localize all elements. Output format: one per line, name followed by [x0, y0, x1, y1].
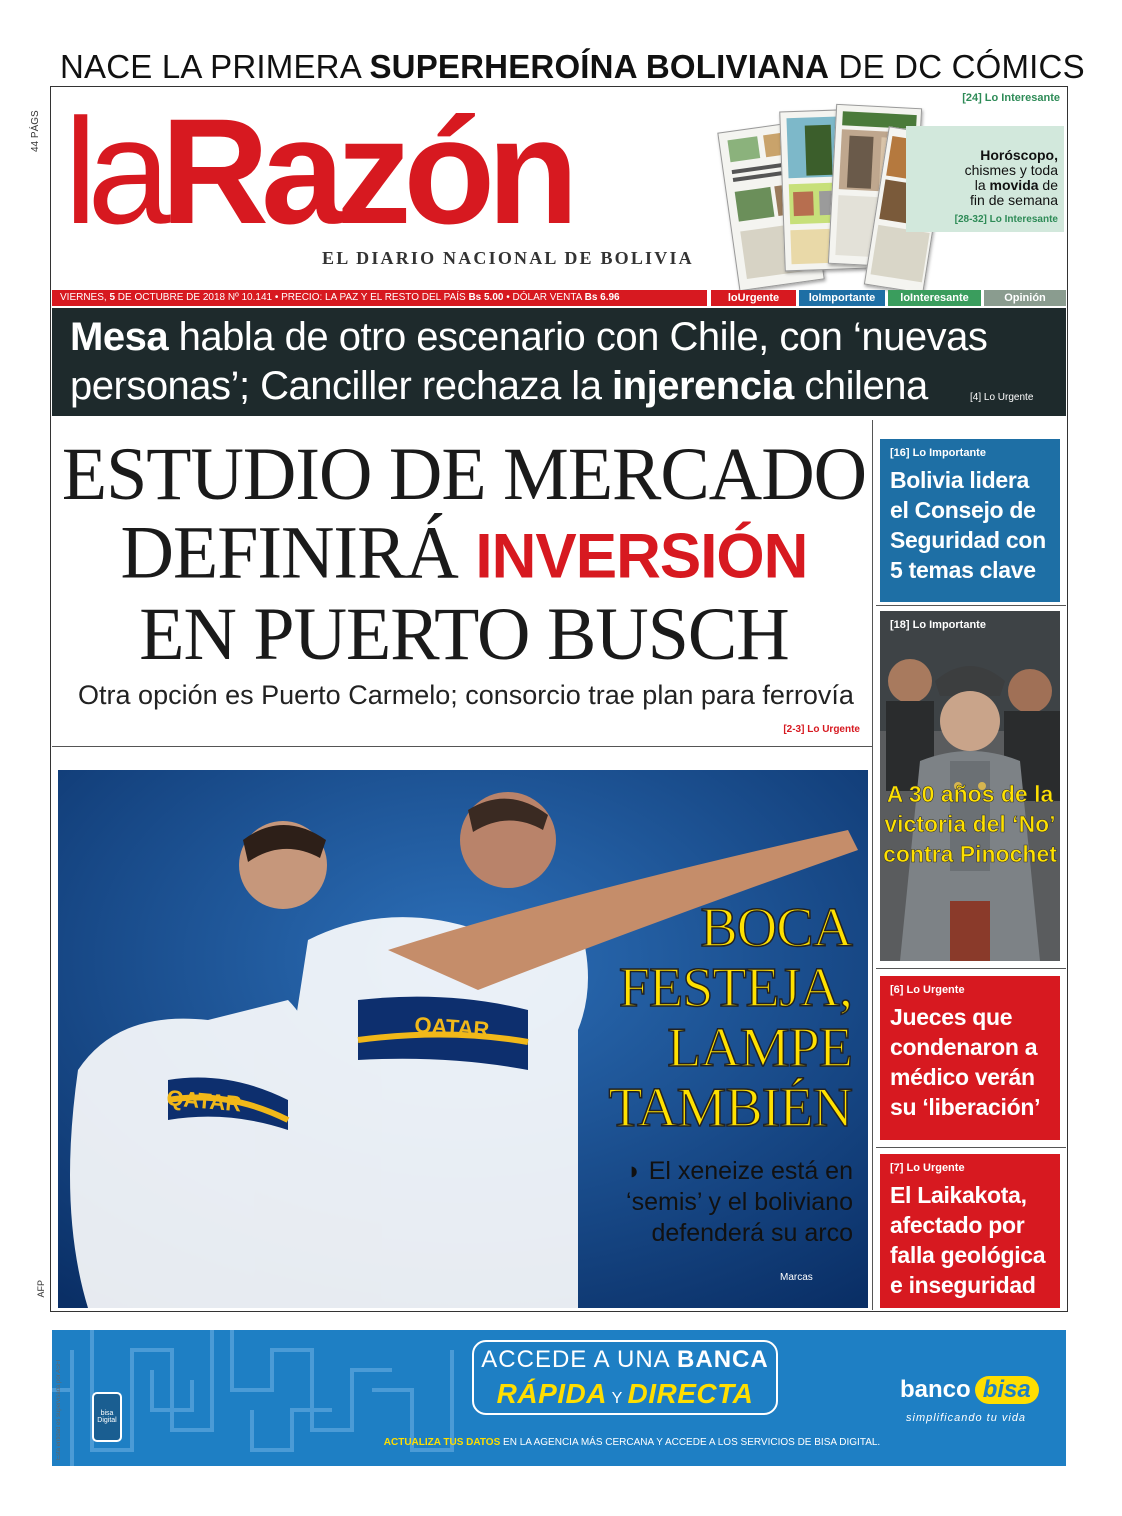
sidebar-headline: Bolivia lidera el Consejo de Seguridad con 5 temas clave: [890, 467, 1046, 583]
promo-line4: fin de semana: [970, 192, 1058, 208]
ad-line2b: Y: [606, 1390, 628, 1407]
sports-headline-line2: FESTEJA,: [618, 957, 852, 1019]
sidebar-divider: [876, 605, 1066, 606]
promo-ref[interactable]: [24] Lo Interesante: [962, 92, 1060, 104]
sidebar-story-laikakota[interactable]: [880, 1154, 1060, 1308]
top-headline-part1: NACE LA PRIMERA: [60, 48, 370, 85]
promo-sub-ref[interactable]: [28-32] Lo Interesante: [954, 214, 1058, 225]
date-rest: DE OCTUBRE DE 2018 Nº 10.141 • PRECIO: LA PAZ Y EL RESTO DEL PAÍS: [115, 292, 469, 303]
lead-text-2: chilena: [793, 364, 928, 408]
sports-headline-line3: LAMPE: [667, 1017, 852, 1079]
bank-logo-banco: banco: [900, 1376, 971, 1403]
ad-line3b: EN LA AGENCIA MÁS CERCANA Y ACCEDE A LOS SERVICIOS DE BISA DIGITAL.: [500, 1437, 881, 1448]
sidebar-story-consejo[interactable]: [880, 439, 1060, 602]
tab-opinion[interactable]: Opinión: [984, 290, 1066, 306]
main-headline[interactable]: [58, 432, 870, 677]
sidebar-ref: [18] Lo Importante: [890, 619, 986, 631]
ad-headline-line1: [472, 1346, 778, 1374]
photo-agency: AFP: [36, 1280, 46, 1298]
sidebar-divider: [876, 968, 1066, 969]
sidebar-ref: [16] Lo Importante: [890, 447, 986, 459]
date-day: 5: [109, 292, 116, 303]
ad-side-note: Esta entidad es supervisada por ASFI: [56, 1359, 62, 1460]
svg-text:QATAR: QATAR: [413, 1012, 491, 1043]
photo-credit: Marcas: [780, 1272, 813, 1283]
date-price-bar: [52, 290, 707, 306]
newspaper-logo[interactable]: [64, 86, 571, 256]
logo-razon: Razón: [160, 87, 571, 255]
sports-subhead-text: El xeneize está en ‘semis’ y el boliviano defenderá su arco: [626, 1157, 853, 1247]
section-divider: [52, 746, 872, 747]
ad-line1a: ACCEDE A UNA: [481, 1346, 678, 1373]
sidebar-divider: [876, 1147, 1066, 1148]
sidebar-headline: El Laikakota, afectado por falla geológica e inseguridad: [890, 1182, 1046, 1298]
ad-headline-line2: [472, 1378, 778, 1410]
sidebar-story-pinochet[interactable]: [880, 611, 1060, 961]
tab-lo-urgente[interactable]: loUrgente: [711, 290, 796, 306]
main-headline-highlight: INVERSIÓN: [475, 521, 808, 592]
column-divider: [872, 420, 873, 1310]
sidebar-story-jueces[interactable]: [880, 976, 1060, 1140]
date-prefix: VIERNES,: [60, 292, 110, 303]
ad-line1b: BANCA: [677, 1346, 769, 1373]
bank-logo-bisa: bisa: [975, 1376, 1039, 1404]
lead-banner-ref[interactable]: [4] Lo Urgente: [970, 392, 1034, 403]
promo-line3c: de: [1038, 177, 1058, 193]
main-headline-line2a: DEFINIRÁ: [120, 511, 476, 595]
logo-la: la: [64, 87, 161, 255]
bank-slogan: simplificando tu vida: [906, 1412, 1027, 1424]
phone-label: bisa Digital: [97, 1410, 117, 1424]
sidebar-ref: [6] Lo Urgente: [890, 984, 965, 996]
tab-lo-interesante[interactable]: loInteresante: [888, 290, 981, 306]
ad-footnote: [382, 1437, 882, 1448]
lead-banner-headline[interactable]: [70, 313, 1060, 411]
sports-subhead: [605, 1156, 853, 1249]
main-headline-line2: [58, 511, 870, 596]
sports-headline[interactable]: [590, 898, 852, 1138]
main-headline-line3: EN PUERTO BUSCH: [139, 592, 789, 677]
lead-text-1: habla de otro escenario con Chile, con ‘nuevas personas’; Canciller rechaza la: [70, 315, 988, 408]
promo-line3a: la: [974, 177, 990, 193]
sports-headline-line4: TAMBIÉN: [608, 1077, 852, 1139]
promo-line3b: movida: [989, 177, 1039, 193]
tab-lo-importante[interactable]: loImportante: [799, 290, 885, 306]
bullet-icon: ◗: [626, 1157, 642, 1185]
lead-bold-1: Mesa: [70, 315, 169, 359]
dolar-label: • DÓLAR VENTA: [503, 292, 585, 303]
ad-line2c: DIRECTA: [627, 1378, 754, 1409]
bank-logo[interactable]: [900, 1376, 1039, 1404]
magazine-covers-image[interactable]: [722, 100, 937, 290]
svg-text:QATAR: QATAR: [165, 1085, 243, 1117]
sidebar-ref: [7] Lo Urgente: [890, 1162, 965, 1174]
masthead-tagline: EL DIARIO NACIONAL DE BOLIVIA: [322, 248, 694, 268]
sidebar-headline: A 30 años de la victoria del ‘No’ contra Pinochet: [883, 781, 1057, 867]
ad-line2a: RÁPIDA: [496, 1378, 607, 1409]
main-headline-line1: ESTUDIO DE MERCADO: [61, 432, 867, 517]
sports-headline-line1: BOCA: [700, 897, 852, 959]
top-headline-part2: DE DC CÓMICS: [829, 48, 1085, 85]
main-subhead: Otra opción es Puerto Carmelo; consorcio trae plan para ferrovía: [78, 680, 854, 710]
page-count: 44 PÁGS: [30, 110, 41, 152]
promo-line2: chismes y toda: [964, 162, 1058, 178]
top-headline[interactable]: [60, 48, 1085, 86]
lead-bold-2: injerencia: [612, 364, 794, 408]
price-value: Bs 5.00: [468, 292, 504, 303]
ad-line3a: ACTUALIZA TUS DATOS: [383, 1437, 501, 1448]
main-story-ref[interactable]: [2-3] Lo Urgente: [783, 724, 860, 735]
promo-text[interactable]: [906, 148, 1058, 208]
sidebar-headline: Jueces que condenaron a médico verán su ‘liberación’: [890, 1004, 1041, 1120]
dolar-rate: Bs 6.96: [584, 292, 620, 303]
top-headline-bold: SUPERHEROÍNA BOLIVIANA: [369, 48, 830, 85]
promo-line1: Horóscopo,: [980, 147, 1058, 163]
